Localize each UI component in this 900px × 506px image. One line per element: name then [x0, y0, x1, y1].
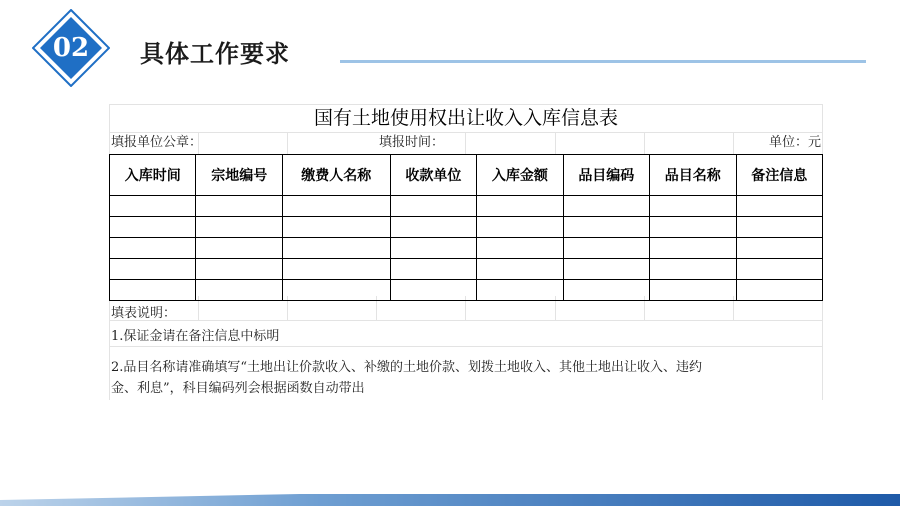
table-row	[110, 217, 823, 238]
table-cell	[196, 238, 282, 259]
grid-line	[287, 132, 288, 154]
grid-line	[109, 320, 823, 321]
table-cell	[390, 217, 476, 238]
table-cell	[736, 238, 822, 259]
table-cell	[390, 196, 476, 217]
column-header: 宗地编号	[196, 155, 282, 196]
table-cell	[110, 280, 196, 301]
reporting-time-label: 填报时间：	[379, 135, 445, 150]
grid-line	[644, 132, 645, 154]
table-cell	[477, 259, 563, 280]
table-cell	[110, 217, 196, 238]
sheet-title: 国有土地使用权出让收入入库信息表	[313, 107, 618, 129]
table-cell	[477, 217, 563, 238]
table-cell	[650, 259, 736, 280]
grid-line	[555, 132, 556, 154]
table-cell	[736, 259, 822, 280]
table-cell	[563, 196, 649, 217]
column-header: 入库金额	[477, 155, 563, 196]
table-cell	[196, 280, 282, 301]
currency-unit-label: 单位：元	[768, 135, 821, 150]
table-cell	[196, 217, 282, 238]
note-deposit: 1.保证金请在备注信息中标明	[111, 329, 280, 344]
table-cell	[282, 196, 390, 217]
note-item-name-line2: 金、利息”，科目编码列会根据函数自动带出	[111, 381, 365, 396]
grid-line	[733, 132, 734, 154]
table-cell	[282, 259, 390, 280]
note-item-name-line1: 2.品目名称请准确填写“土地出让价款收入、补缴的土地价款、划拨土地收入、其他土地出让收入、违约	[111, 360, 703, 375]
table-cell	[477, 238, 563, 259]
table-cell	[477, 196, 563, 217]
table-cell	[282, 238, 390, 259]
table-header-row	[110, 155, 823, 196]
reporting-unit-label: 填报单位公章：	[111, 135, 203, 150]
footer-band	[0, 494, 900, 506]
column-header: 收款单位	[390, 155, 476, 196]
table-cell	[650, 196, 736, 217]
table-cell	[196, 259, 282, 280]
table-cell	[110, 259, 196, 280]
title-underline	[340, 60, 866, 63]
grid-line	[109, 132, 823, 133]
table-cell	[736, 196, 822, 217]
column-header: 入库时间	[110, 155, 196, 196]
table-cell	[650, 280, 736, 301]
section-number: 02	[52, 33, 90, 63]
table-cell	[282, 217, 390, 238]
table-row	[110, 238, 823, 259]
table-cell	[563, 259, 649, 280]
table-cell	[477, 280, 563, 301]
table-cell	[563, 217, 649, 238]
section-title: 具体工作要求	[140, 40, 290, 68]
table-cell	[390, 259, 476, 280]
column-header: 备注信息	[736, 155, 822, 196]
table-cell	[650, 238, 736, 259]
column-header: 品目编码	[563, 155, 649, 196]
grid-line	[109, 346, 823, 347]
table-cell	[736, 217, 822, 238]
grid-line	[465, 132, 466, 154]
income-table	[109, 154, 823, 301]
column-header: 品目名称	[650, 155, 736, 196]
table-cell	[563, 280, 649, 301]
table-cell	[736, 280, 822, 301]
table-row	[110, 280, 823, 301]
table-cell	[110, 238, 196, 259]
table-cell	[390, 238, 476, 259]
table-cell	[282, 280, 390, 301]
table-cell	[563, 238, 649, 259]
table-cell	[110, 196, 196, 217]
table-cell	[650, 217, 736, 238]
income-info-sheet	[109, 104, 823, 400]
table-row	[110, 259, 823, 280]
table-cell	[390, 280, 476, 301]
notes-title: 填表说明：	[111, 306, 177, 321]
section-number-badge	[32, 9, 110, 87]
column-header: 缴费人名称	[282, 155, 390, 196]
table-row	[110, 196, 823, 217]
table-cell	[196, 196, 282, 217]
